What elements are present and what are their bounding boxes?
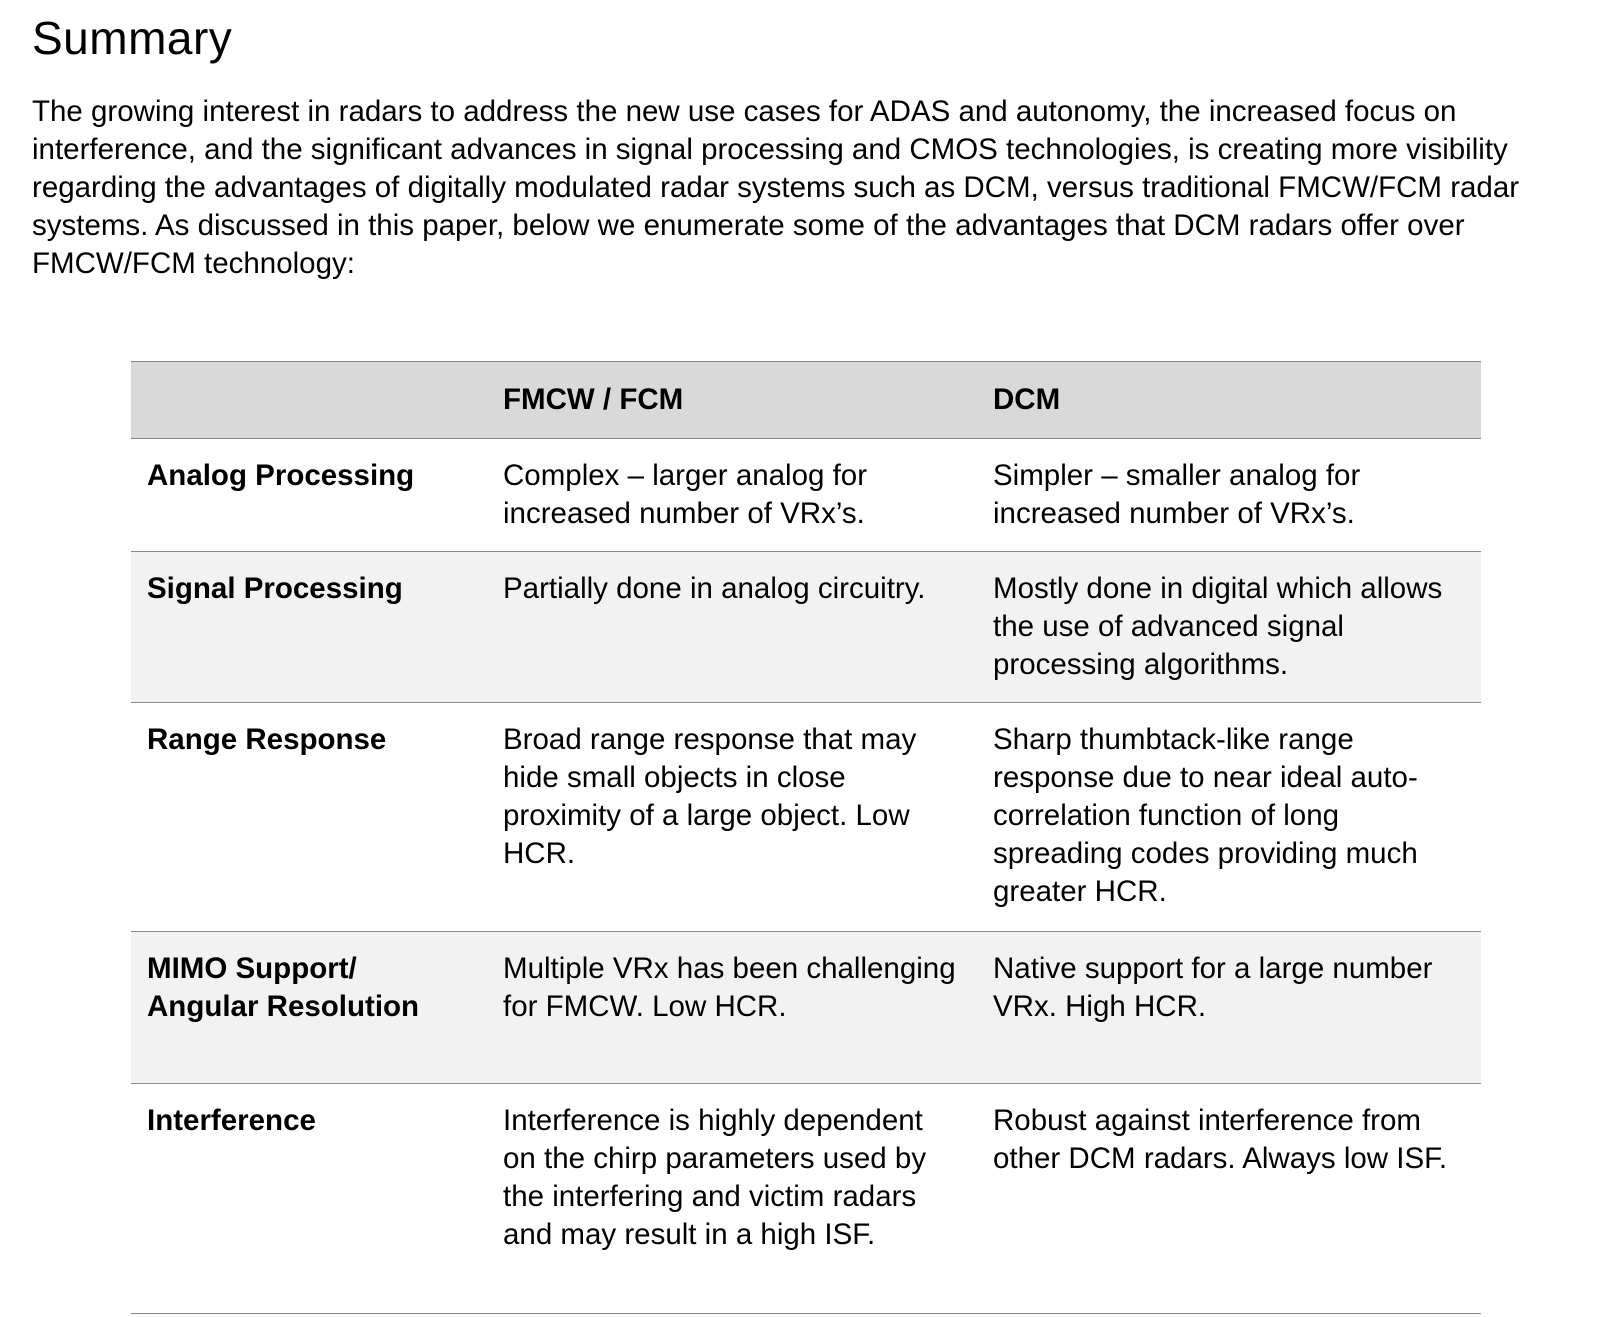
fmcw-cell: Broad range response that may hide small objects in close proximity of a large object. Low HCR. [503, 723, 917, 870]
page-title: Summary [32, 12, 233, 64]
dcm-cell: Simpler – smaller analog for increased number of VRx’s. [993, 459, 1361, 530]
row-label: MIMO Support/ Angular Resolution [147, 952, 420, 1023]
row-label: Analog Processing [147, 459, 415, 492]
table-row [131, 1084, 1481, 1314]
fmcw-cell: Partially done in analog circuitry. [503, 572, 926, 605]
header-cell-dcm: DCM [993, 383, 1061, 416]
fmcw-cell: Interference is highly dependent on the chirp parameters used by the interfering and victim radars and may result in a high ISF. [503, 1104, 927, 1251]
table-row [131, 703, 1481, 932]
comparison-table-wrapper [131, 361, 1481, 1314]
fmcw-cell: Complex – larger analog for increased number of VRx’s. [503, 459, 868, 530]
row-label: Range Response [147, 723, 387, 756]
row-label: Interference [147, 1104, 316, 1137]
header-cell-fmcw: FMCW / FCM [503, 383, 684, 416]
header-cell-empty [131, 362, 487, 439]
fmcw-cell: Multiple VRx has been challenging for FMCW. Low HCR. [503, 952, 956, 1023]
row-label: Signal Processing [147, 572, 403, 605]
table-row [131, 552, 1481, 703]
comparison-table [131, 361, 1481, 1314]
table-header-row [131, 362, 1481, 439]
table-row [131, 932, 1481, 1084]
dcm-cell: Sharp thumbtack-like range response due to near ideal auto-correlation function of long spreading codes providing much greater HCR. [993, 723, 1418, 908]
intro-paragraph: The growing interest in radars to address the new use cases for ADAS and autonomy, the increased focus on interference, and the significant advances in signal processing and CMOS technologies, is creating more visibility regarding the advantages of digitally modulated radar systems such as DCM, versus traditional FMCW/FCM radar systems. As discussed in this paper, below we enumerate some of the advantages that DCM radars offer over FMCW/FCM technology: [32, 95, 1520, 280]
dcm-cell: Mostly done in digital which allows the use of advanced signal processing algorithms. [993, 572, 1443, 681]
dcm-cell: Native support for a large number VRx. High HCR. [993, 952, 1433, 1023]
dcm-cell: Robust against interference from other DCM radars. Always low ISF. [993, 1104, 1448, 1175]
table-row [131, 439, 1481, 552]
